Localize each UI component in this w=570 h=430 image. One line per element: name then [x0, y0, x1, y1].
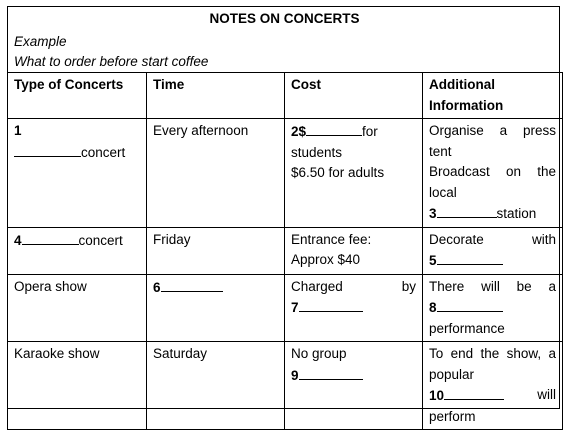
cost-line: Approx $40 [291, 252, 361, 267]
question-number: 10 [429, 388, 445, 403]
info-word: the [537, 164, 556, 179]
header-type: Type of Concerts [8, 73, 147, 119]
cost-line: No group [291, 346, 347, 361]
info-word: be [516, 278, 532, 294]
info-text: popular [429, 366, 475, 382]
header-time: Time [147, 73, 285, 119]
info-word: Broadcast [429, 164, 490, 179]
price: 2$ [291, 124, 307, 139]
answer-blank[interactable] [437, 203, 497, 218]
question-number: 7 [291, 300, 299, 315]
cost-line: Entrance fee: [291, 231, 372, 247]
info-word: a [548, 346, 556, 361]
table-header-row [8, 73, 563, 119]
info-word: end [450, 346, 474, 361]
cell-time: Saturday [147, 342, 285, 430]
cost-word: by [401, 278, 416, 294]
header-info: Additional Information [423, 73, 563, 119]
info-text: station [496, 206, 537, 221]
concert-notes-table [7, 72, 563, 430]
info-word: on [505, 164, 522, 179]
cost-adults: $6.50 for adults [291, 165, 385, 180]
cell-info [423, 342, 563, 430]
info-word: press [522, 123, 556, 138]
info-word: a [499, 123, 508, 138]
cell-info [423, 227, 563, 274]
cell-cost [285, 119, 423, 228]
cell-info [423, 274, 563, 342]
cost-for: for [362, 124, 378, 139]
cell-type [8, 227, 147, 274]
cell-time [147, 274, 285, 342]
info-text: tent [429, 143, 452, 159]
info-word: show, [506, 346, 542, 361]
type-suffix: concert [78, 232, 123, 248]
info-word: There [429, 278, 465, 294]
info-word: Organise [429, 123, 484, 138]
info-text: performance [429, 320, 505, 336]
cell-type: Karaoke show [8, 342, 147, 430]
answer-blank[interactable] [444, 385, 504, 400]
answer-blank[interactable] [437, 250, 503, 265]
cell-info [423, 119, 563, 228]
cost-students: students [291, 144, 343, 160]
question-number: 8 [429, 300, 437, 315]
example-text: What to order before start coffee [14, 54, 209, 69]
header-cost: Cost [285, 73, 423, 119]
cost-word: Charged [291, 278, 343, 294]
cell-cost [285, 227, 423, 274]
info-word: the [480, 346, 500, 361]
answer-blank[interactable] [299, 297, 363, 312]
question-number: 6 [153, 279, 161, 295]
example-label: Example [14, 34, 67, 49]
info-text: perform [429, 408, 476, 424]
page-title: NOTES ON CONCERTS [209, 11, 360, 26]
cell-type: Opera show [8, 274, 147, 342]
question-number: 3 [429, 206, 437, 221]
cell-type [8, 119, 147, 228]
cell-time: Every afternoon [147, 119, 285, 228]
info-word: will [481, 278, 500, 294]
question-number: 1 [14, 123, 22, 138]
answer-blank[interactable] [299, 365, 363, 380]
info-text: local [429, 184, 457, 200]
cell-time: Friday [147, 227, 285, 274]
info-word: will [537, 387, 556, 402]
table-row [8, 274, 563, 342]
table-row [8, 227, 563, 274]
notes-frame [7, 6, 560, 424]
answer-blank[interactable] [306, 121, 362, 136]
info-word: Decorate [429, 231, 484, 247]
info-word: To [429, 346, 444, 361]
info-word: with [531, 231, 556, 247]
answer-blank[interactable] [14, 142, 81, 157]
question-number: 5 [429, 253, 437, 268]
question-number: 9 [291, 367, 299, 383]
question-number: 4 [14, 232, 22, 248]
answer-blank[interactable] [437, 297, 503, 312]
cell-cost [285, 342, 423, 430]
table-row [8, 342, 563, 430]
answer-blank[interactable] [161, 277, 223, 292]
answer-blank[interactable] [22, 230, 79, 245]
type-suffix: concert [81, 144, 126, 160]
table-row [8, 119, 563, 228]
cell-cost [285, 274, 423, 342]
info-word: a [548, 278, 556, 294]
